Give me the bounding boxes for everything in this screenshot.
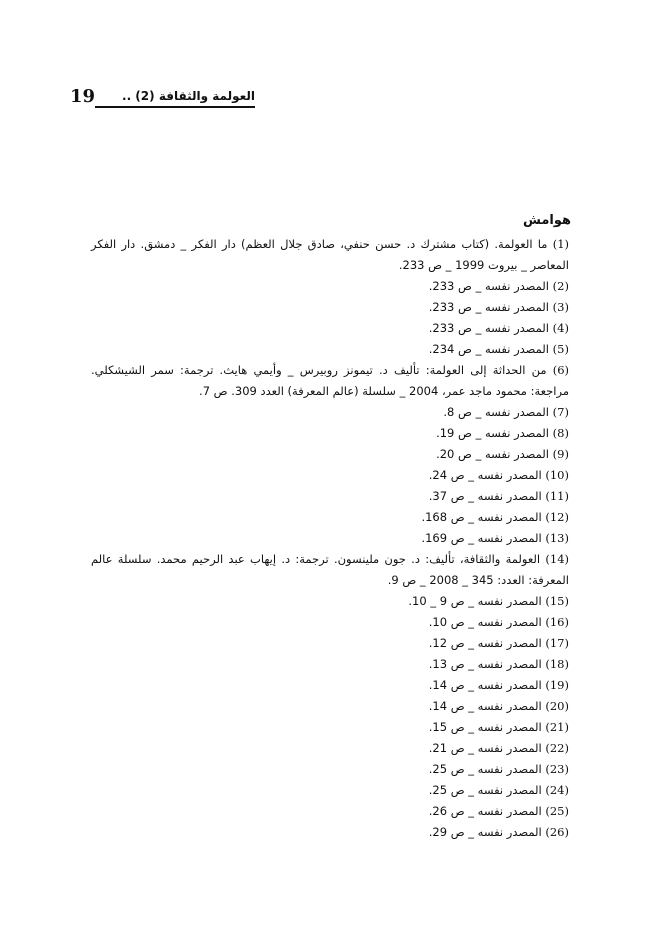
footnote-text: المصدر نفسه _ ص 169. <box>421 531 542 545</box>
footnote <box>91 318 569 339</box>
footnote <box>91 696 569 717</box>
footnote-number: (7) <box>552 405 569 419</box>
footnote <box>91 423 569 444</box>
footnote-number: (20) <box>545 699 569 713</box>
footnote-text: المصدر نفسه _ ص 25. <box>428 762 542 776</box>
footnote-number: (17) <box>545 636 569 650</box>
footnote-number: (15) <box>545 594 569 608</box>
footnote-text: من الحداثة إلى العولمة: تأليف د. تيمونز روبيرس _ وأيمي هايث. ترجمة: سمر الشيشكلي. مراجعة: محمود ماجد عمر، 2004 _ سلسلة (عالم المعرفة) العدد 309. ص 7. <box>91 363 569 398</box>
footnote <box>91 402 569 423</box>
footnote <box>91 738 569 759</box>
footnote-text: المصدر نفسه _ ص 168. <box>421 510 542 524</box>
footnote <box>91 486 569 507</box>
footnote-number: (3) <box>552 300 569 314</box>
footnote-text: المصدر نفسه _ ص 14. <box>428 699 542 713</box>
footnote-text: المصدر نفسه _ ص 233. <box>428 321 550 335</box>
footnotes-list <box>91 234 569 843</box>
footnote-text: ما العولمة. (كتاب مشترك د. حسن حنفي، صادق جلال العظم) دار الفكر _ دمشق. دار الفكر المعاصر _ بيروت 1999 _ ص 233. <box>91 237 569 272</box>
footnote <box>91 654 569 675</box>
footnote-text: المصدر نفسه _ ص 26. <box>428 804 542 818</box>
footnote-number: (5) <box>552 342 569 356</box>
footnote-number: (13) <box>545 531 569 545</box>
page-number: 19 <box>70 86 96 107</box>
running-title: العولمة والثقافة (2) .. <box>122 89 255 103</box>
footnote-number: (4) <box>552 321 569 335</box>
footnote <box>91 549 569 591</box>
footnote-text: المصدر نفسه _ ص 233. <box>428 279 550 293</box>
footnote-text: المصدر نفسه _ ص 37. <box>428 489 542 503</box>
footnote-number: (14) <box>545 552 570 566</box>
footnote <box>91 297 569 318</box>
footnote <box>91 339 569 360</box>
footnote-number: (26) <box>545 825 569 839</box>
footnote <box>91 612 569 633</box>
footnote-number: (16) <box>545 615 569 629</box>
footnote-number: (24) <box>545 783 569 797</box>
footnote <box>91 444 569 465</box>
footnote <box>91 234 569 276</box>
footnote-number: (9) <box>552 447 569 461</box>
footnote-text: المصدر نفسه _ ص 25. <box>428 783 542 797</box>
footnote <box>91 780 569 801</box>
footnote-number: (23) <box>545 762 569 776</box>
footnote <box>91 507 569 528</box>
footnote-text: المصدر نفسه _ ص 24. <box>428 468 542 482</box>
footnote-text: المصدر نفسه _ ص 14. <box>428 678 542 692</box>
footnote <box>91 675 569 696</box>
footnote-text: المصدر نفسه _ ص 29. <box>428 825 542 839</box>
header-rule <box>95 106 255 108</box>
footnote-number: (12) <box>545 510 569 524</box>
footnote <box>91 465 569 486</box>
footnote-number: (22) <box>545 741 569 755</box>
footnote-text: المصدر نفسه _ ص 8. <box>443 405 550 419</box>
footnote-text: المصدر نفسه _ ص 234. <box>428 342 550 356</box>
footnote-text: المصدر نفسه _ ص 9 _ 10. <box>408 594 542 608</box>
footnote-text: المصدر نفسه _ ص 12. <box>428 636 542 650</box>
footnote-text: المصدر نفسه _ ص 13. <box>428 657 542 671</box>
footnote-text: المصدر نفسه _ ص 21. <box>428 741 542 755</box>
footnote-number: (10) <box>545 468 569 482</box>
footnote-text: المصدر نفسه _ ص 20. <box>436 447 550 461</box>
footnote-text: المصدر نفسه _ ص 15. <box>428 720 542 734</box>
footnote <box>91 633 569 654</box>
section-title: هوامش <box>522 213 571 228</box>
footnote-number: (18) <box>545 657 569 671</box>
page-header <box>70 86 255 108</box>
footnote-number: (19) <box>545 678 569 692</box>
footnote <box>91 276 569 297</box>
footnote <box>91 591 569 612</box>
footnote <box>91 759 569 780</box>
footnote-text: المصدر نفسه _ ص 19. <box>436 426 550 440</box>
footnote <box>91 360 569 402</box>
footnote <box>91 801 569 822</box>
footnote-number: (21) <box>545 720 569 734</box>
footnote-number: (11) <box>545 489 569 503</box>
footnote-number: (1) <box>552 237 570 251</box>
footnote <box>91 528 569 549</box>
footnote-number: (25) <box>545 804 569 818</box>
footnote-text: العولمة والثقافة، تأليف: د. جون ملينسون. ترجمة: د. إيهاب عبد الرحيم محمد. سلسلة عالم المعرفة: العدد: 345 _ 2008 _ ص 9. <box>91 552 569 587</box>
footnote <box>91 822 569 843</box>
footnote-number: (6) <box>552 363 570 377</box>
footnote-text: المصدر نفسه _ ص 10. <box>428 615 542 629</box>
footnote-number: (2) <box>552 279 569 293</box>
footnote-text: المصدر نفسه _ ص 233. <box>428 300 550 314</box>
footnote-number: (8) <box>552 426 569 440</box>
footnote <box>91 717 569 738</box>
